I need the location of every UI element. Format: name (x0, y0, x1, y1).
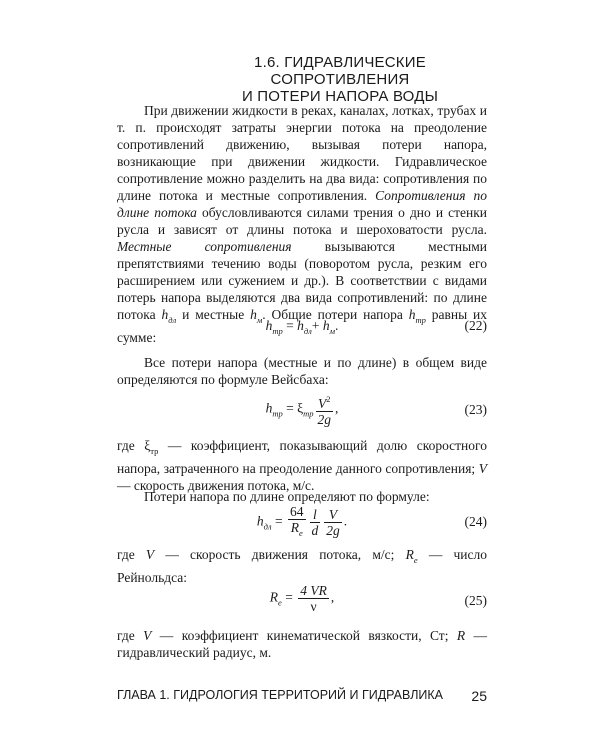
text: равны их сумме: (117, 307, 488, 345)
fraction: $\frac{V^2}{2g}$ (317, 394, 332, 427)
symbol: h (161, 307, 169, 322)
formula-23 (117, 392, 487, 432)
paragraph-weisbach (117, 354, 487, 388)
symbol: h (250, 307, 257, 322)
text: При движении жидкости в реках, каналах, лотках, трубах и т. п. происходят затраты энергии потока на преодоление сопротивлений движению, вызывая потери напора, возникающие при движении жидкости. Гидравлическое сопротивление можно разделить на два вида: сопротивления по длине потока и местные сопротивления. (117, 103, 487, 203)
paragraph-definitions-25: где V — коэффициент кинематической вязкости, Ст; R — гидравлический радиус, м. (117, 628, 487, 660)
formula-24-body: $h_{дл}$ = $\frac{64}{R_e}$ $\frac{l}{d}$ $\frac{V}{2g}$ . (117, 504, 487, 541)
chapter-title: ГЛАВА 1. ГИДРОЛОГИЯ ТЕРРИТОРИЙ И ГИДРАВЛИКА (117, 688, 444, 702)
formula-25-number: (25) (464, 593, 487, 608)
section-heading-line-1: 1.6. ГИДРАВЛИЧЕСКИЕ СОПРОТИВЛЕНИЯ (254, 54, 426, 88)
paragraph-intro (117, 102, 487, 346)
formula-23-body: $h_{тр} = \xi_{тр}$ $\frac{V^2}{2g}$ , (265, 394, 339, 427)
term-length-resistance: Сопротивления по длине потока (117, 188, 487, 220)
formula-23-number: (23) (464, 402, 487, 417)
fraction: $\frac{4 VR}{\nu}$ (300, 583, 327, 614)
formula-22-body: $h_{тр} = h_{дл}+ h_м$. (265, 318, 339, 336)
formula-22 (117, 314, 487, 354)
text: обусловливаются силами трения о дно и стенки русла и зависят от длины потока и шероховатости русла. (117, 205, 487, 237)
text: Потери напора по длине определяют по формуле: (144, 489, 430, 504)
formula-25 (117, 583, 487, 623)
fraction: $\frac{V}{2g}$ (326, 507, 340, 538)
paragraph-definitions-24: где V — скорость движения потока, м/с; $R_e$ — число Рейнольдса: (117, 547, 487, 585)
formula-25-body: $R_e$ = $\frac{4 VR}{\nu}$ , (269, 583, 335, 614)
formula-24-number: (24) (464, 514, 487, 529)
page-footer (117, 688, 487, 702)
paragraph-length-loss (117, 488, 487, 505)
symbol-subscript: м (256, 315, 263, 325)
fraction: $\frac{64}{R_e}$ (290, 504, 304, 538)
term-local-resistance: Местные сопротивления (117, 239, 292, 254)
formula-24 (117, 504, 487, 544)
section-heading (190, 54, 490, 105)
paragraph-definitions-23: где $\xi_{тр}$ — коэффициент, показывающий долю скоростного напора, затраченного на преодоление данного сопротивления; V — скорость движения потока, м/с. (117, 438, 487, 493)
formula-22-number: (22) (464, 318, 487, 333)
page-number: 25 (471, 688, 487, 704)
text: вызываются местными препятствиями течению воды (поворотом русла, резким его расширением или сужением и др.). В соответствии с видами потерь напора выделяются два вида сопротивлений: по длине потока (117, 239, 487, 322)
text: Все потери напора (местные и по длине) в общем виде определяются по формуле Вейсбаха: (117, 355, 487, 387)
text: . Общие потери напора (262, 307, 409, 322)
symbol-subscript: тр (415, 315, 426, 325)
symbol: h (408, 307, 416, 322)
symbol-subscript: дл (168, 315, 177, 325)
text: и местные (176, 307, 251, 322)
fraction: $\frac{l}{d}$ (311, 507, 319, 538)
section-heading-line-2: И ПОТЕРИ НАПОРА ВОДЫ (241, 88, 439, 105)
